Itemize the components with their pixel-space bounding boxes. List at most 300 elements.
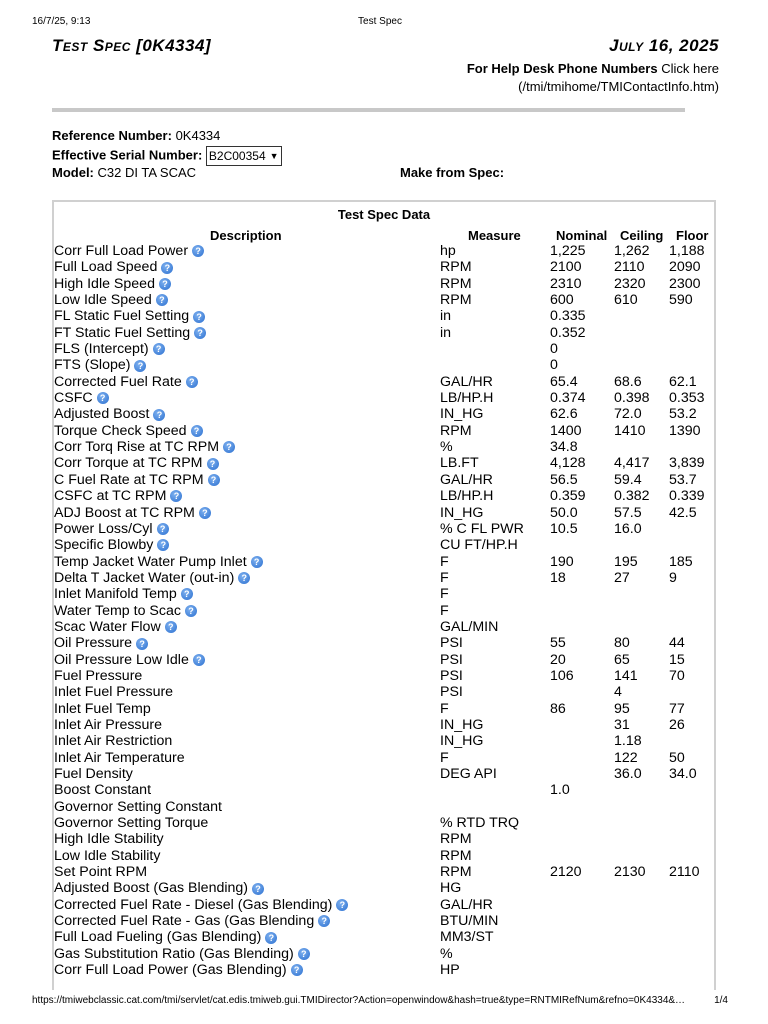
measure-cell-text: RPM: [440, 292, 472, 309]
measure-cell: [440, 946, 453, 962]
table-row: [54, 390, 714, 406]
help-question-icon[interactable]: ?: [192, 245, 204, 257]
table-row: [54, 799, 714, 815]
column-header-ceiling: Ceiling: [620, 228, 664, 243]
ceiling-cell-text: 2320: [614, 275, 646, 292]
help-question-icon[interactable]: ?: [265, 932, 277, 944]
measure-cell-text: RPM: [440, 831, 472, 848]
table-row: [54, 357, 714, 373]
description-cell: [54, 505, 211, 521]
help-question-icon[interactable]: ?: [193, 311, 205, 323]
measure-cell: [440, 701, 449, 717]
table-row: [54, 455, 714, 471]
table-row: [54, 717, 714, 733]
help-question-icon[interactable]: ?: [170, 490, 182, 502]
measure-cell-text: LB/HP.H: [440, 390, 494, 407]
table-row: [54, 848, 714, 864]
description-cell-text: Corr Torq Rise at TC RPM: [54, 439, 220, 456]
ceiling-cell: [614, 554, 638, 570]
measure-cell: [440, 750, 449, 766]
table-body: [54, 243, 714, 978]
measure-cell: [440, 717, 483, 733]
help-question-icon[interactable]: ?: [165, 621, 177, 633]
serial-number-select[interactable]: [206, 146, 282, 166]
floor-cell-text: 3,839: [669, 455, 705, 472]
ceiling-cell: [614, 652, 630, 668]
description-cell-text: Fuel Density: [54, 766, 133, 782]
table-row: [54, 766, 714, 782]
ceiling-cell: [614, 733, 642, 749]
measure-cell-text: F: [440, 700, 449, 717]
ceiling-cell: [614, 243, 650, 259]
floor-cell-text: 44: [669, 635, 685, 652]
measure-cell-text: PSI: [440, 635, 463, 652]
floor-cell-text: 2090: [669, 259, 701, 276]
nominal-cell-text: 1.0: [550, 782, 570, 799]
print-title: Test Spec: [358, 16, 402, 27]
ceiling-cell: [614, 635, 630, 651]
description-cell: [54, 406, 165, 422]
description-cell: [54, 308, 205, 324]
table-row: [54, 733, 714, 749]
description-cell-text: Delta T Jacket Water (out-in): [54, 569, 235, 586]
nominal-cell-text: 0: [550, 357, 558, 374]
measure-cell: [440, 586, 449, 602]
description-cell: [54, 259, 173, 275]
ceiling-cell-text: 1,262: [614, 243, 650, 259]
measure-cell-text: MM3/ST: [440, 929, 494, 946]
help-question-icon[interactable]: ?: [153, 343, 165, 355]
page-date: July 16, 2025: [609, 36, 719, 55]
table-row: [54, 308, 714, 324]
measure-cell-text: F: [440, 569, 449, 586]
floor-cell-text: 590: [669, 292, 693, 309]
floor-cell-text: 2110: [669, 864, 700, 881]
measure-cell-text: F: [440, 586, 449, 603]
floor-cell: [669, 374, 697, 390]
description-cell-text: Full Load Speed: [54, 259, 158, 276]
description-cell: [54, 276, 171, 292]
table-caption: Test Spec Data: [337, 207, 431, 222]
help-question-icon[interactable]: ?: [181, 588, 193, 600]
nominal-cell-text: 106: [550, 667, 574, 684]
serial-number-row: [52, 146, 282, 166]
description-cell-text: Full Load Fueling (Gas Blending): [54, 929, 262, 946]
measure-cell: [440, 652, 463, 668]
measure-cell-text: %: [440, 439, 453, 456]
measure-cell: [440, 325, 451, 341]
nominal-cell-text: 34.8: [550, 439, 578, 456]
nominal-cell: [550, 488, 586, 504]
nominal-cell-text: 0.359: [550, 488, 586, 505]
description-cell-text: Inlet Air Pressure: [54, 716, 163, 733]
measure-cell: [440, 733, 483, 749]
ceiling-cell: [614, 717, 630, 733]
help-question-icon[interactable]: ?: [208, 474, 220, 486]
measure-cell-text: %: [440, 945, 453, 962]
help-question-icon[interactable]: ?: [157, 539, 169, 551]
description-cell: [54, 521, 169, 537]
measure-cell: [440, 864, 472, 880]
help-question-icon[interactable]: ?: [223, 441, 235, 453]
ceiling-cell: [614, 521, 642, 537]
make-from-spec-label: Make from Spec:: [400, 165, 505, 180]
description-cell: [54, 929, 277, 945]
floor-cell: [669, 259, 701, 275]
ceiling-cell-text: 4,417: [614, 455, 650, 472]
description-cell: [54, 374, 198, 390]
floor-cell: [669, 292, 693, 308]
measure-cell-text: IN_HG: [440, 504, 484, 521]
table-row: [54, 423, 714, 439]
ceiling-cell-text: 1.18: [614, 733, 642, 750]
floor-cell: [669, 505, 697, 521]
table-row: [54, 619, 714, 635]
description-cell: [54, 619, 177, 635]
help-question-icon[interactable]: ?: [298, 948, 310, 960]
description-cell: [54, 733, 172, 749]
ceiling-cell: [614, 766, 642, 782]
help-question-icon[interactable]: ?: [97, 392, 109, 404]
description-cell: [54, 341, 165, 357]
description-cell-text: Governor Setting Constant: [54, 798, 222, 815]
floor-cell: [669, 668, 685, 684]
help-question-icon[interactable]: ?: [291, 964, 303, 976]
description-cell: [54, 750, 185, 766]
description-cell: [54, 668, 142, 684]
description-cell-text: Low Idle Speed: [54, 292, 152, 309]
floor-cell-text: 9: [669, 569, 677, 586]
nominal-cell-text: 56.5: [550, 471, 578, 488]
description-cell-text: Inlet Manifold Temp: [54, 586, 177, 603]
ceiling-cell-text: 31: [614, 716, 630, 733]
help-question-icon[interactable]: ?: [153, 409, 165, 421]
measure-cell: [440, 455, 479, 471]
description-cell-text: Governor Setting Torque: [54, 815, 209, 832]
nominal-cell-text: 55: [550, 635, 566, 652]
help-question-icon[interactable]: ?: [336, 899, 348, 911]
nominal-cell-text: 65.4: [550, 373, 578, 390]
measure-cell: [440, 554, 449, 570]
measure-cell: [440, 929, 494, 945]
table-row: [54, 374, 714, 390]
floor-cell-text: 1,188: [669, 243, 705, 259]
nominal-cell: [550, 341, 558, 357]
nominal-cell: [550, 455, 586, 471]
floor-cell-text: 77: [669, 700, 685, 717]
description-cell-text: Corrected Fuel Rate: [54, 373, 182, 390]
table-row: [54, 505, 714, 521]
ceiling-cell-text: 610: [614, 292, 638, 309]
measure-cell: [440, 259, 472, 275]
column-header-floor: Floor: [676, 228, 709, 243]
measure-cell: [440, 423, 472, 439]
measure-cell-text: PSI: [440, 667, 463, 684]
floor-cell: [669, 554, 693, 570]
table-row: [54, 652, 714, 668]
measure-cell: [440, 537, 518, 553]
description-cell: [54, 717, 162, 733]
serial-number-selected: B2C00354: [208, 149, 266, 163]
floor-cell-text: 50: [669, 749, 685, 766]
ceiling-cell-text: 122: [614, 749, 638, 766]
description-cell-text: Specific Blowby: [54, 537, 154, 554]
measure-cell-text: DEG API: [440, 766, 497, 782]
measure-cell-text: IN_HG: [440, 406, 484, 423]
measure-cell-text: PSI: [440, 684, 463, 701]
nominal-cell: [550, 292, 574, 308]
ceiling-cell-text: 4: [614, 684, 622, 701]
measure-cell-text: GAL/HR: [440, 896, 493, 913]
description-cell: [54, 554, 263, 570]
description-cell: [54, 292, 168, 308]
table-row: [54, 864, 714, 880]
floor-cell-text: 26: [669, 716, 685, 733]
nominal-cell: [550, 635, 566, 651]
help-question-icon[interactable]: ?: [199, 507, 211, 519]
measure-cell: [440, 276, 472, 292]
page-number: 1/4: [714, 995, 728, 1006]
model-value: C32 DI TA SCAC: [97, 165, 197, 180]
floor-cell: [669, 701, 685, 717]
ceiling-cell: [614, 374, 642, 390]
help-question-icon[interactable]: ?: [318, 915, 330, 927]
table-row: [54, 750, 714, 766]
floor-cell: [669, 750, 685, 766]
table-row: [54, 570, 714, 586]
ceiling-cell: [614, 292, 638, 308]
floor-cell: [669, 570, 677, 586]
floor-cell-text: 70: [669, 667, 685, 684]
description-cell: [54, 325, 206, 341]
ceiling-cell: [614, 684, 622, 700]
description-cell-text: Inlet Air Restriction: [54, 733, 173, 750]
description-cell: [54, 357, 146, 373]
help-question-icon[interactable]: ?: [207, 458, 219, 470]
table-row: [54, 782, 714, 798]
description-cell-text: Power Loss/Cyl: [54, 520, 153, 537]
nominal-cell: [550, 521, 578, 537]
nominal-cell: [550, 782, 570, 798]
table-row: [54, 325, 714, 341]
table-row: [54, 929, 714, 945]
ceiling-cell-text: 2130: [614, 864, 646, 881]
description-cell: [54, 439, 235, 455]
description-cell: [54, 635, 148, 651]
nominal-cell: [550, 406, 578, 422]
help-question-icon[interactable]: ?: [159, 278, 171, 290]
nominal-cell: [550, 357, 558, 373]
help-question-icon[interactable]: ?: [156, 294, 168, 306]
measure-cell-text: IN_HG: [440, 716, 484, 733]
description-cell-text: FLS (Intercept): [54, 341, 149, 358]
help-question-icon[interactable]: ?: [252, 883, 264, 895]
chevron-down-icon: ▼: [269, 151, 279, 161]
measure-cell: [440, 766, 497, 782]
measure-cell-text: % RTD TRQ: [440, 815, 520, 832]
test-spec-table: [52, 200, 716, 990]
measure-cell-text: HG: [440, 880, 462, 897]
description-cell-text: Corr Torque at TC RPM: [54, 455, 203, 472]
table-row: [54, 488, 714, 504]
measure-cell: [440, 848, 472, 864]
ceiling-cell: [614, 276, 646, 292]
model-row: [52, 165, 196, 181]
ceiling-cell: [614, 472, 642, 488]
description-cell-text: Corrected Fuel Rate - Gas (Gas Blending: [54, 913, 315, 930]
nominal-cell-text: 2100: [550, 259, 582, 276]
floor-cell: [669, 488, 705, 504]
description-cell: [54, 455, 219, 471]
ceiling-cell-text: 27: [614, 569, 630, 586]
help-question-icon[interactable]: ?: [191, 425, 203, 437]
nominal-cell-text: 50.0: [550, 504, 578, 521]
ceiling-cell-text: 36.0: [614, 766, 642, 782]
measure-cell: [440, 472, 493, 488]
floor-cell: [669, 864, 700, 880]
help-desk-link[interactable]: Click here: [661, 61, 719, 76]
help-desk-notice: [467, 60, 719, 96]
measure-cell: [440, 619, 498, 635]
column-header-nominal: Nominal: [556, 228, 608, 243]
measure-cell: [440, 521, 524, 537]
help-question-icon[interactable]: ?: [193, 654, 205, 666]
floor-cell: [669, 766, 697, 782]
floor-cell: [669, 390, 705, 406]
reference-number-label: Reference Number:: [52, 128, 172, 143]
ceiling-cell: [614, 570, 630, 586]
floor-cell-text: 34.0: [669, 766, 697, 782]
nominal-cell: [550, 276, 582, 292]
help-question-icon[interactable]: ?: [185, 605, 197, 617]
ceiling-cell-text: 16.0: [614, 520, 642, 537]
help-question-icon[interactable]: ?: [136, 638, 148, 650]
measure-cell: [440, 962, 460, 978]
ceiling-cell-text: 1410: [614, 422, 646, 439]
measure-cell-text: PSI: [440, 651, 463, 668]
description-cell: [54, 962, 303, 978]
description-cell: [54, 799, 222, 815]
nominal-cell: [550, 390, 586, 406]
measure-cell-text: F: [440, 749, 449, 766]
nominal-cell: [550, 701, 566, 717]
description-cell: [54, 652, 205, 668]
description-cell: [54, 488, 182, 504]
table-row: [54, 586, 714, 602]
help-question-icon[interactable]: ?: [161, 262, 173, 274]
measure-cell: [440, 439, 453, 455]
description-cell: [54, 897, 348, 913]
floor-cell: [669, 423, 701, 439]
ceiling-cell: [614, 668, 638, 684]
serial-number-label: Effective Serial Number:: [52, 147, 203, 163]
floor-cell-text: 185: [669, 553, 693, 570]
description-cell-text: FL Static Fuel Setting: [54, 308, 190, 325]
description-cell: [54, 701, 151, 717]
ceiling-cell-text: 65: [614, 651, 630, 668]
measure-cell: [440, 603, 449, 619]
floor-cell: [669, 455, 705, 471]
help-question-icon[interactable]: ?: [194, 327, 206, 339]
nominal-cell-text: 20: [550, 651, 566, 668]
nominal-cell-text: 0.352: [550, 324, 586, 341]
help-desk-path: (/tmi/tmihome/TMIContactInfo.htm): [518, 79, 719, 94]
nominal-cell: [550, 570, 566, 586]
ceiling-cell: [614, 750, 638, 766]
description-cell: [54, 782, 151, 798]
measure-cell-text: LB.FT: [440, 455, 479, 472]
nominal-cell: [550, 423, 582, 439]
description-cell-text: Inlet Fuel Temp: [54, 700, 151, 717]
description-cell: [54, 766, 133, 782]
help-question-icon[interactable]: ?: [251, 556, 263, 568]
help-question-icon[interactable]: ?: [186, 376, 198, 388]
table-row: [54, 554, 714, 570]
table-row: [54, 962, 714, 978]
nominal-cell: [550, 864, 582, 880]
header-divider: [52, 108, 685, 112]
floor-cell-text: 42.5: [669, 504, 697, 521]
description-cell: [54, 880, 264, 896]
help-question-icon[interactable]: ?: [134, 360, 146, 372]
measure-cell: [440, 505, 483, 521]
nominal-cell: [550, 325, 586, 341]
description-cell-text: CSFC at TC RPM: [54, 488, 167, 505]
measure-cell-text: HP: [440, 962, 460, 979]
table-row: [54, 406, 714, 422]
measure-cell-text: in: [440, 324, 452, 341]
nominal-cell: [550, 259, 582, 275]
floor-cell-text: 1390: [669, 422, 701, 439]
nominal-cell: [550, 374, 578, 390]
help-question-icon[interactable]: ?: [157, 523, 169, 535]
measure-cell-text: GAL/MIN: [440, 618, 499, 635]
table-row: [54, 701, 714, 717]
ceiling-cell-text: 195: [614, 553, 638, 570]
help-desk-label: For Help Desk Phone Numbers: [466, 61, 658, 76]
reference-number-row: [52, 128, 220, 144]
table-row: [54, 684, 714, 700]
nominal-cell: [550, 472, 578, 488]
description-cell-text: Adjusted Boost: [54, 406, 150, 423]
measure-cell-text: RPM: [440, 864, 472, 881]
ceiling-cell-text: 95: [614, 700, 630, 717]
floor-cell: [669, 276, 701, 292]
description-cell: [54, 243, 204, 259]
description-cell-text: Gas Substitution Ratio (Gas Blending): [54, 945, 294, 962]
description-cell: [54, 603, 197, 619]
table-row: [54, 815, 714, 831]
description-cell: [54, 864, 147, 880]
table-row: [54, 880, 714, 896]
table-row: [54, 668, 714, 684]
description-cell-text: Temp Jacket Water Pump Inlet: [54, 553, 247, 570]
help-question-icon[interactable]: ?: [238, 572, 250, 584]
ceiling-cell: [614, 505, 642, 521]
nominal-cell-text: 62.6: [550, 406, 578, 423]
measure-cell: [440, 488, 493, 504]
ceiling-cell-text: 0.382: [614, 488, 650, 505]
nominal-cell: [550, 505, 578, 521]
ceiling-cell-text: 0.398: [614, 390, 650, 407]
floor-cell: [669, 406, 697, 422]
ceiling-cell: [614, 488, 650, 504]
measure-cell: [440, 292, 472, 308]
nominal-cell-text: 0.335: [550, 308, 586, 325]
table-row: [54, 472, 714, 488]
measure-cell-text: F: [440, 553, 449, 570]
nominal-cell-text: 0: [550, 341, 558, 358]
